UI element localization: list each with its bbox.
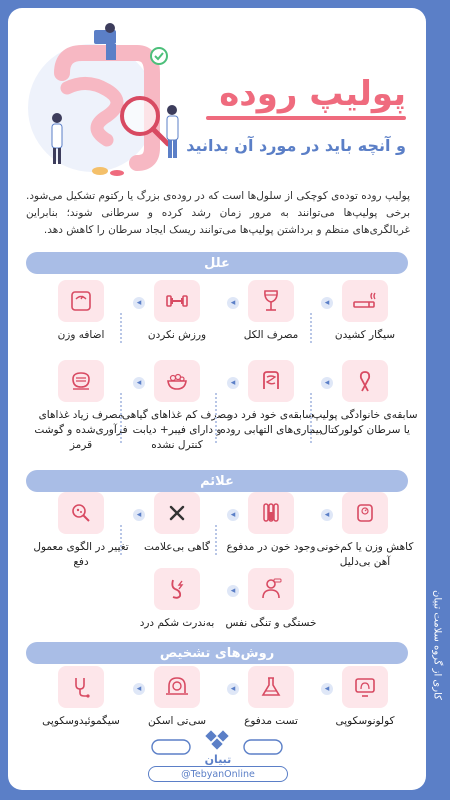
arrow-left-icon: ◂ xyxy=(227,509,239,521)
arrow-left-icon: ◂ xyxy=(321,297,333,309)
symptom-label: به‌ندرت شکم درد xyxy=(139,617,215,629)
cause-label: اضافه وزن xyxy=(57,329,105,341)
ribbon-icon xyxy=(342,360,388,402)
intestine-illustration xyxy=(22,18,192,183)
steak-icon xyxy=(58,360,104,402)
arrow-left-icon: ◂ xyxy=(321,509,333,521)
diagnosis-label: کولونوسکوپی xyxy=(335,715,395,727)
page-subtitle: و آنچه باید در مورد آن بدانید xyxy=(186,136,406,155)
cause-item-smoking xyxy=(310,280,420,343)
page-title: پولیپ روده xyxy=(219,74,406,114)
symptom-label: خستگی و تنگی نفس xyxy=(225,617,317,629)
salad-bowl-icon xyxy=(154,360,200,402)
diagnosis-item-ct-scan xyxy=(122,666,232,729)
social-handle[interactable]: @TebyanOnline xyxy=(148,766,288,782)
diagnosis-label: سی‌تی اسکن xyxy=(147,715,207,727)
flask-icon xyxy=(248,666,294,708)
cause-label: سابقه‌ی خانوادگی پولیپ یا سرطان کولورکتال xyxy=(312,409,418,436)
diagnosis-section-header: روش‌های تشخیص xyxy=(26,642,408,664)
dotted-divider xyxy=(215,393,217,443)
scale-icon xyxy=(58,280,104,322)
cause-item-family-history xyxy=(310,360,420,438)
ct-scanner-icon xyxy=(154,666,200,708)
side-credit: کاری از گروه سلامت تبیان xyxy=(431,590,443,700)
diagnosis-item-colonoscopy xyxy=(310,666,420,729)
cause-label: مصرف الکل xyxy=(243,329,299,341)
infographic-card xyxy=(8,8,426,790)
diagnosis-item-sigmoidoscopy xyxy=(26,666,136,729)
intro-paragraph: پولیپ روده توده‌ی کوچکی از سلول‌ها است که در روده‌ی بزرگ یا رکتوم تشکیل می‌شود. برخی پولیپ‌ها می‌توانند به مرور زمان رشد کرده و سرطانی شوند؛ بنابراین غربالگری‌های منظم و برداشتن پولیپ‌ها می‌توانند ریسک ایجاد سرطان را کاهش دهد. xyxy=(26,190,410,236)
arrow-left-icon: ◂ xyxy=(133,377,145,389)
arrow-left-icon: ◂ xyxy=(133,509,145,521)
weight-drop-icon xyxy=(342,492,388,534)
cause-label: ورزش نکردن xyxy=(147,329,207,341)
cross-icon xyxy=(154,492,200,534)
tired-person-icon xyxy=(248,568,294,610)
arrow-left-icon: ◂ xyxy=(227,585,239,597)
symptom-label: تغییر در الگوی معمول دفع xyxy=(33,541,129,568)
title-underline xyxy=(206,116,406,120)
dotted-divider xyxy=(120,313,122,343)
arrow-left-icon: ◂ xyxy=(227,377,239,389)
diagnosis-label: تست مدفوع xyxy=(244,715,298,727)
symptom-item-fatigue xyxy=(216,568,326,631)
arrow-left-icon: ◂ xyxy=(321,377,333,389)
arrow-left-icon: ◂ xyxy=(133,297,145,309)
scope-icon xyxy=(58,666,104,708)
monitor-icon xyxy=(342,666,388,708)
symptom-label: وجود خون در مدفوع xyxy=(226,541,316,553)
symptom-label: گاهی بی‌علامت xyxy=(144,541,210,553)
causes-section-header: علل xyxy=(26,252,408,274)
arrow-left-icon: ◂ xyxy=(133,683,145,695)
cause-label: مصرف زیاد غذاهای فرآوری‌شده و گوشت قرمز xyxy=(34,409,128,451)
dotted-divider xyxy=(215,525,217,555)
symptom-item-abdominal-pain xyxy=(122,568,232,631)
dotted-divider xyxy=(120,525,122,555)
intestine-icon xyxy=(248,360,294,402)
bacteria-icon xyxy=(58,492,104,534)
symptom-item-weight-loss xyxy=(310,492,420,570)
cause-label: سابقه‌ی خود فرد در بیماری‌های التهابی روده xyxy=(220,409,322,436)
symptoms-section-header: علائم xyxy=(26,470,408,492)
dumbbell-icon xyxy=(154,280,200,322)
dotted-divider xyxy=(310,393,312,443)
arrow-left-icon: ◂ xyxy=(227,297,239,309)
cause-label: مصرف کم غذاهای گیاهی و دارای فیبر+ دیابت کنترل نشده xyxy=(122,409,232,451)
diagnosis-label: سیگموئیدوسکوپی xyxy=(42,715,120,727)
cause-label: سیگار کشیدن xyxy=(334,329,396,341)
wine-glass-icon xyxy=(248,280,294,322)
dotted-divider xyxy=(310,313,312,343)
symptom-label: کاهش وزن یا کم‌خونی آهن بی‌دلیل xyxy=(316,541,414,568)
dotted-divider xyxy=(120,393,122,443)
test-tubes-icon xyxy=(248,492,294,534)
symptom-item-blood-in-stool xyxy=(216,492,326,555)
arrow-left-icon: ◂ xyxy=(321,683,333,695)
diagnosis-item-stool-test xyxy=(216,666,326,729)
cause-item-exercise xyxy=(122,280,232,343)
brand-name: تبیان xyxy=(204,753,232,766)
arrow-left-icon: ◂ xyxy=(227,683,239,695)
stomach-pain-icon xyxy=(154,568,200,610)
cigarette-icon xyxy=(342,280,388,322)
